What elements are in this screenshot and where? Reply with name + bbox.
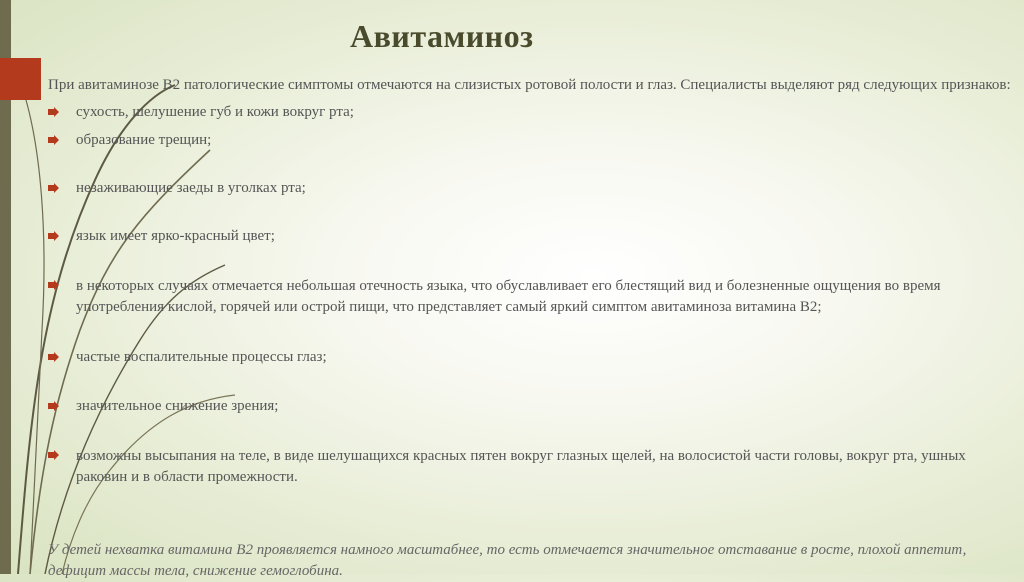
list-item-text: в некоторых случаях отмечается небольшая отечность языка, что обуславливает его блестящий вид и болезненные ощущения во время употребления кислой, горячей или острой пищи, что представляет самый яркий симптом авитаминоза витамина В2; <box>76 278 941 315</box>
list-item <box>48 103 1018 122</box>
arrow-bullet-icon <box>48 280 59 290</box>
list-item-text: возможны высыпания на теле, в виде шелушащихся красных пятен вокруг глазных щелей, на волосистой части головы, вокруг рта, ушных раковин и в области промежности. <box>76 448 966 485</box>
symptom-list <box>48 103 1018 488</box>
list-item-text: образование трещин; <box>76 132 212 148</box>
list-item-text: частые воспалительные процессы глаз; <box>76 349 327 365</box>
list-item <box>48 397 1018 416</box>
arrow-bullet-icon <box>48 231 59 241</box>
list-item-text: язык имеет ярко-красный цвет; <box>76 228 275 244</box>
list-item <box>48 446 1018 488</box>
slide-content <box>48 76 1018 488</box>
list-item-text: сухость, шелушение губ и кожи вокруг рта; <box>76 104 354 120</box>
list-item <box>48 276 1018 318</box>
list-item <box>48 348 1018 367</box>
list-item <box>48 179 1018 198</box>
arrow-bullet-icon <box>48 107 59 117</box>
children-note: У детей нехватка витамина В2 проявляется намного масштабнее, то есть отмечается значительное отставание в росте, плохой аппетит, дефицит массы тела, снижение гемоглобина. <box>48 542 967 579</box>
arrow-bullet-icon <box>48 401 59 411</box>
arrow-bullet-icon <box>48 352 59 362</box>
list-item-text: незаживающие заеды в уголках рта; <box>76 180 306 196</box>
arrow-bullet-icon <box>48 183 59 193</box>
accent-block <box>0 58 41 100</box>
list-item <box>48 131 1018 150</box>
arrow-bullet-icon <box>48 135 59 145</box>
arrow-bullet-icon <box>48 450 59 460</box>
list-item-text: значительное снижение зрения; <box>76 398 279 414</box>
slide-title: Авитаминоз <box>350 18 534 54</box>
list-item <box>48 227 1018 246</box>
intro-text: При авитаминозе В2 патологические симптомы отмечаются на слизистых ротовой полости и глаз. Специалисты выделяют ряд следующих признаков: <box>48 77 1011 93</box>
